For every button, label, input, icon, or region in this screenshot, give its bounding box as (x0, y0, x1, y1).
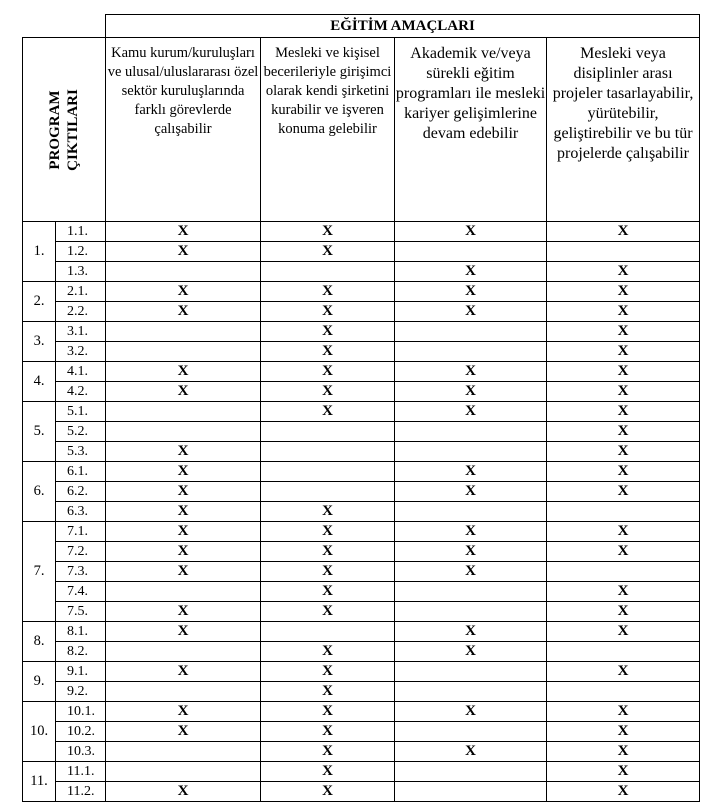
program-outcomes-line1: PROGRAM (47, 89, 63, 170)
mark-cell (261, 482, 395, 502)
outcome-group-label: 5. (23, 402, 56, 462)
outcome-code: 10.3. (56, 742, 106, 762)
mark-cell: X (261, 742, 395, 762)
mark-cell (261, 422, 395, 442)
mark-cell: X (547, 302, 700, 322)
mark-cell: X (395, 622, 547, 642)
mark-cell: X (261, 242, 395, 262)
mark-cell: X (106, 602, 261, 622)
mark-cell: X (395, 362, 547, 382)
title-row (23, 15, 700, 38)
mark-cell (395, 682, 547, 702)
mark-cell: X (261, 702, 395, 722)
mark-cell (395, 602, 547, 622)
outcome-code: 5.1. (56, 402, 106, 422)
outcome-code: 11.2. (56, 782, 106, 802)
mark-cell: X (261, 722, 395, 742)
mark-cell: X (547, 782, 700, 802)
mark-cell (261, 462, 395, 482)
corner-blank (23, 15, 106, 38)
mark-cell (106, 642, 261, 662)
table-row (23, 382, 700, 402)
table-row (23, 242, 700, 262)
mark-cell (395, 322, 547, 342)
table-row (23, 362, 700, 382)
mark-cell: X (106, 522, 261, 542)
mark-cell: X (261, 322, 395, 342)
outcome-code: 7.1. (56, 522, 106, 542)
mark-cell: X (395, 402, 547, 422)
table-row (23, 622, 700, 642)
mark-cell: X (395, 642, 547, 662)
table-row (23, 482, 700, 502)
outcome-code: 4.2. (56, 382, 106, 402)
outcome-code: 5.3. (56, 442, 106, 462)
mark-cell (106, 262, 261, 282)
mark-cell (106, 422, 261, 442)
mark-cell (395, 722, 547, 742)
mark-cell (106, 762, 261, 782)
outcome-code: 1.2. (56, 242, 106, 262)
table-row (23, 262, 700, 282)
outcome-code: 8.1. (56, 622, 106, 642)
mark-cell: X (395, 302, 547, 322)
mark-cell (395, 502, 547, 522)
mark-cell (395, 662, 547, 682)
mark-cell: X (395, 262, 547, 282)
mark-cell (395, 582, 547, 602)
mark-cell: X (547, 742, 700, 762)
outcomes-objectives-matrix (22, 14, 700, 802)
mark-cell (547, 682, 700, 702)
table-row (23, 522, 700, 542)
table-row (23, 502, 700, 522)
outcome-code: 3.1. (56, 322, 106, 342)
mark-cell (547, 242, 700, 262)
mark-cell (106, 742, 261, 762)
mark-cell: X (261, 662, 395, 682)
mark-cell: X (395, 742, 547, 762)
mark-cell: X (395, 702, 547, 722)
table-row (23, 722, 700, 742)
mark-cell: X (547, 262, 700, 282)
mark-cell: X (547, 382, 700, 402)
table-row (23, 342, 700, 362)
outcome-code: 10.2. (56, 722, 106, 742)
outcome-group-label: 1. (23, 222, 56, 282)
mark-cell: X (106, 722, 261, 742)
mark-cell: X (261, 602, 395, 622)
mark-cell: X (106, 662, 261, 682)
mark-cell: X (106, 542, 261, 562)
outcome-group-label: 10. (23, 702, 56, 762)
mark-cell: X (261, 682, 395, 702)
outcome-code: 6.3. (56, 502, 106, 522)
objectives-header-row (23, 38, 700, 222)
table-row (23, 422, 700, 442)
mark-cell: X (261, 762, 395, 782)
mark-cell: X (106, 562, 261, 582)
outcome-group-label: 9. (23, 662, 56, 702)
outcome-code: 6.1. (56, 462, 106, 482)
mark-cell (547, 642, 700, 662)
mark-cell (395, 442, 547, 462)
mark-cell: X (261, 502, 395, 522)
table-row (23, 282, 700, 302)
mark-cell: X (106, 302, 261, 322)
mark-cell: X (106, 282, 261, 302)
outcome-code: 3.2. (56, 342, 106, 362)
mark-cell (106, 582, 261, 602)
table-row (23, 302, 700, 322)
mark-cell: X (395, 282, 547, 302)
mark-cell: X (261, 542, 395, 562)
table-row (23, 662, 700, 682)
mark-cell (395, 782, 547, 802)
mark-cell: X (547, 442, 700, 462)
mark-cell: X (261, 582, 395, 602)
program-outcomes-header (23, 38, 106, 222)
mark-cell: X (106, 362, 261, 382)
outcome-code: 9.1. (56, 662, 106, 682)
mark-cell: X (547, 462, 700, 482)
objectives-title: EĞİTİM AMAÇLARI (106, 15, 700, 38)
mark-cell: X (106, 622, 261, 642)
mark-cell: X (106, 222, 261, 242)
table-row (23, 762, 700, 782)
outcome-code: 5.2. (56, 422, 106, 442)
outcome-code: 7.4. (56, 582, 106, 602)
mark-cell: X (547, 482, 700, 502)
mark-cell: X (261, 382, 395, 402)
table-row (23, 442, 700, 462)
mark-cell: X (547, 602, 700, 622)
mark-cell: X (261, 562, 395, 582)
program-outcomes-label (46, 89, 82, 171)
mark-cell: X (547, 762, 700, 782)
objective-header-1: Kamu kurum/kuruluşları ve ulusal/uluslararası özel sektör kuruluşlarında farklı görevlerde çalışabilir (106, 38, 261, 222)
mark-cell: X (261, 222, 395, 242)
table-row (23, 402, 700, 422)
outcome-code: 7.5. (56, 602, 106, 622)
outcome-code: 9.2. (56, 682, 106, 702)
mark-cell: X (547, 362, 700, 382)
mark-cell: X (106, 442, 261, 462)
outcome-group-label: 7. (23, 522, 56, 622)
objective-header-2: Mesleki ve kişisel becerileriyle girişimci olarak kendi şirketini kurabilir ve işveren konuma gelebilir (261, 38, 395, 222)
mark-cell (106, 322, 261, 342)
mark-cell: X (547, 402, 700, 422)
outcome-group-label: 8. (23, 622, 56, 662)
table-row (23, 782, 700, 802)
objective-header-3: Akademik ve/veya sürekli eğitim programları ile mesleki kariyer gelişimlerine devam edebilir (395, 38, 547, 222)
outcome-code: 8.2. (56, 642, 106, 662)
mark-cell (261, 622, 395, 642)
outcome-code: 2.2. (56, 302, 106, 322)
mark-cell: X (547, 662, 700, 682)
table-row (23, 602, 700, 622)
table-row (23, 322, 700, 342)
mark-cell: X (106, 702, 261, 722)
mark-cell: X (547, 582, 700, 602)
mark-cell: X (261, 282, 395, 302)
mark-cell: X (106, 242, 261, 262)
mark-cell: X (547, 422, 700, 442)
mark-cell: X (106, 482, 261, 502)
outcome-group-label: 11. (23, 762, 56, 802)
mark-cell: X (106, 502, 261, 522)
outcome-code: 11.1. (56, 762, 106, 782)
table-row (23, 682, 700, 702)
outcome-code: 7.2. (56, 542, 106, 562)
mark-cell: X (395, 222, 547, 242)
mark-cell (261, 262, 395, 282)
outcome-code: 7.3. (56, 562, 106, 582)
table-row (23, 742, 700, 762)
mark-cell: X (106, 382, 261, 402)
table-row (23, 562, 700, 582)
objective-header-4: Mesleki veya disiplinler arası projeler tasarlayabilir, yürütebilir, geliştirebilir ve bu tür projelerde çalışabilir (547, 38, 700, 222)
outcome-group-label: 6. (23, 462, 56, 522)
mark-cell: X (395, 522, 547, 542)
mark-cell: X (261, 302, 395, 322)
table-row (23, 542, 700, 562)
mark-cell: X (106, 782, 261, 802)
outcome-group-label: 2. (23, 282, 56, 322)
program-outcomes-line2: ÇIKTILARI (65, 88, 81, 171)
mark-cell: X (547, 622, 700, 642)
mark-cell: X (106, 462, 261, 482)
mark-cell: X (395, 382, 547, 402)
outcome-code: 2.1. (56, 282, 106, 302)
mark-cell: X (547, 722, 700, 742)
mark-cell: X (547, 702, 700, 722)
mark-cell: X (395, 462, 547, 482)
mark-cell (547, 502, 700, 522)
mark-cell: X (547, 542, 700, 562)
table-row (23, 582, 700, 602)
mark-cell: X (261, 362, 395, 382)
mark-cell (106, 402, 261, 422)
mark-cell: X (261, 782, 395, 802)
mark-cell: X (261, 642, 395, 662)
mark-cell: X (395, 482, 547, 502)
outcome-group-label: 4. (23, 362, 56, 402)
mark-cell (261, 442, 395, 462)
outcome-code: 4.1. (56, 362, 106, 382)
table-row (23, 462, 700, 482)
mark-cell (395, 342, 547, 362)
outcome-code: 1.1. (56, 222, 106, 242)
table-row (23, 642, 700, 662)
mark-cell: X (547, 222, 700, 242)
table-row (23, 222, 700, 242)
mark-cell: X (547, 522, 700, 542)
mark-cell: X (395, 542, 547, 562)
mark-cell (395, 422, 547, 442)
mark-cell: X (547, 322, 700, 342)
mark-cell: X (261, 522, 395, 542)
outcome-code: 6.2. (56, 482, 106, 502)
mark-cell: X (261, 342, 395, 362)
outcome-group-label: 3. (23, 322, 56, 362)
mark-cell: X (547, 342, 700, 362)
mark-cell (395, 762, 547, 782)
matrix-body (23, 222, 700, 802)
mark-cell: X (547, 282, 700, 302)
table-row (23, 702, 700, 722)
outcome-code: 1.3. (56, 262, 106, 282)
mark-cell (106, 682, 261, 702)
mark-cell: X (395, 562, 547, 582)
mark-cell: X (261, 402, 395, 422)
mark-cell (395, 242, 547, 262)
mark-cell (547, 562, 700, 582)
mark-cell (106, 342, 261, 362)
outcome-code: 10.1. (56, 702, 106, 722)
